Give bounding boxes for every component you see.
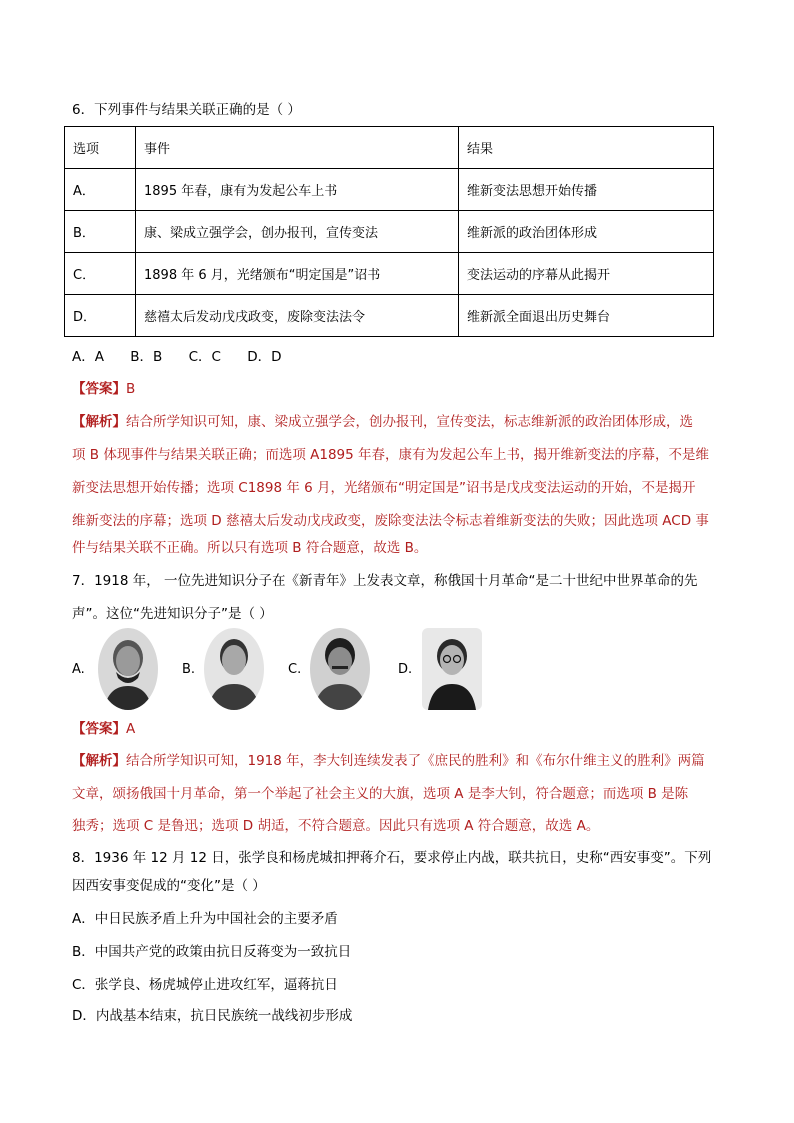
q7-option-d-label: D. — [398, 662, 413, 677]
q8-option-a: A．中日民族矛盾上升为中国社会的主要矛盾 — [72, 911, 338, 927]
table-header-cell: 结果 — [459, 127, 714, 169]
q7-option-b-label: B. — [182, 662, 196, 677]
portrait-photo-icon — [422, 628, 482, 710]
answer-value: B — [126, 381, 136, 397]
q7-answer — [72, 719, 135, 739]
table-cell: 维新派全面退出历史舞台 — [459, 295, 714, 337]
table-cell: 维新变法思想开始传播 — [459, 169, 714, 211]
analysis-text: 结合所学知识可知，康、梁成立强学会，创办报刊，宣传变法，标志维新派的政治团体形成，选 — [126, 414, 693, 430]
q6-option-a: A．A — [72, 349, 104, 365]
q6-options — [72, 347, 304, 367]
q7-analysis-line: 文章，颂扬俄国十月革命，第一个举起了社会主义的大旗，选项 A 是李大钊，符合题意；而选项 B 是陈 — [72, 786, 689, 802]
analysis-text: 结合所学知识可知，1918 年，李大钊连续发表了《庶民的胜利》和《布尔什维主义的胜利》两篇 — [126, 753, 705, 769]
q6-table — [64, 126, 714, 337]
table-cell: D． — [65, 295, 136, 337]
table-cell: 维新派的政治团体形成 — [459, 211, 714, 253]
q8-option-c: C．张学良、杨虎城停止进攻红军，逼蒋抗日 — [72, 977, 338, 993]
table-row — [65, 169, 714, 211]
table-cell: B． — [65, 211, 136, 253]
q6-analysis-line: 维新变法的序幕；选项 D 慈禧太后发动戊戌政变，废除变法法令标志着维新变法的失败；因此选项 ACD 事 — [72, 513, 709, 529]
q7-option-c-label: C. — [288, 662, 302, 677]
answer-tag: 【答案】 — [72, 721, 126, 737]
table-header-row — [65, 127, 714, 169]
q8-option-d: D．内战基本结束，抗日民族统一战线初步形成 — [72, 1008, 353, 1024]
q8-stem-line: 因西安事变促成的“变化”是（ ） — [72, 878, 266, 894]
answer-value: A — [126, 721, 136, 737]
table-cell: 1895 年春，康有为发起公车上书 — [136, 169, 459, 211]
q6-analysis-line: 新变法思想开始传播；选项 C1898 年 6 月，光绪颁布“明定国是”诏书是戊戌变法运动的开始，不是揭开 — [72, 480, 696, 496]
analysis-tag: 【解析】 — [72, 753, 126, 769]
q6-stem: 6．下列事件与结果关联正确的是（ ） — [72, 102, 301, 118]
table-row — [65, 253, 714, 295]
table-header-cell: 选项 — [65, 127, 136, 169]
q7-stem-line: 7．1918 年， 一位先进知识分子在《新青年》上发表文章，称俄国十月革命“是二十世纪中世界革命的先 — [72, 573, 698, 589]
table-cell: C． — [65, 253, 136, 295]
q6-option-c: C．C — [188, 349, 221, 365]
answer-tag: 【答案】 — [72, 381, 126, 397]
table-cell: A． — [65, 169, 136, 211]
analysis-tag: 【解析】 — [72, 414, 126, 430]
table-row — [65, 295, 714, 337]
q8-stem-line: 8．1936 年 12 月 12 日，张学良和杨虎城扣押蒋介石，要求停止内战，联共抗日，史称“西安事变”。下列 — [72, 850, 712, 866]
q7-stem-line: 声”。这位“先进知识分子”是（ ） — [72, 606, 273, 622]
q7-analysis-line: 独秀；选项 C 是鲁迅；选项 D 胡适，不符合题意。因此只有选项 A 符合题意，故选 A。 — [72, 818, 600, 834]
q6-option-d: D．D — [247, 349, 282, 365]
q6-option-b: B．B — [130, 349, 163, 365]
table-cell: 慈禧太后发动戊戌政变，废除变法法令 — [136, 295, 459, 337]
q6-analysis-line: 件与结果关联不正确。所以只有选项 B 符合题意，故选 B。 — [72, 540, 428, 556]
table-cell: 变法运动的序幕从此揭开 — [459, 253, 714, 295]
portrait-photo-icon — [204, 628, 264, 710]
table-header-cell: 事件 — [136, 127, 459, 169]
table-cell: 1898 年 6 月，光绪颁布“明定国是”诏书 — [136, 253, 459, 295]
table-row — [65, 211, 714, 253]
portrait-photo-icon — [310, 628, 370, 710]
q6-analysis-line — [72, 412, 693, 432]
portrait-photo-icon — [98, 628, 158, 710]
q6-answer — [72, 379, 135, 399]
table-cell: 康、梁成立强学会，创办报刊，宣传变法 — [136, 211, 459, 253]
q6-analysis-line: 项 B 体现事件与结果关联正确；而选项 A1895 年春，康有为发起公车上书，揭开维新变法的序幕，不是维 — [72, 447, 710, 463]
q7-analysis-line — [72, 751, 705, 771]
q7-option-a-label: A. — [72, 662, 85, 677]
q8-option-b: B．中国共产党的政策由抗日反蒋变为一致抗日 — [72, 944, 352, 960]
